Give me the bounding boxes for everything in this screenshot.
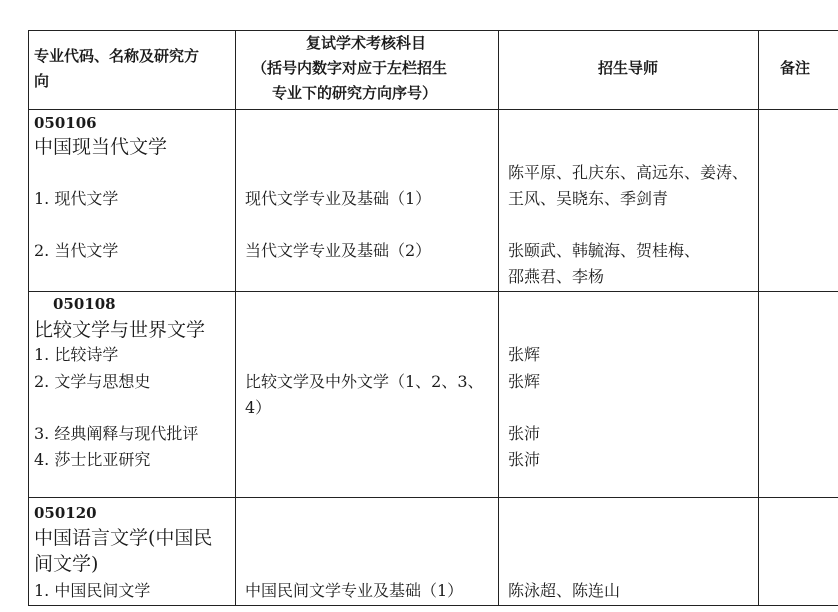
advisor-line: 张颐武、韩毓海、贺桂梅、 <box>508 241 701 260</box>
table-border-top <box>28 30 838 31</box>
table-border-bottom <box>28 605 838 606</box>
advisor-line: 张辉 <box>508 345 541 364</box>
program-name: 中国现当代文学 <box>34 136 168 158</box>
direction-item: 2. 当代文学 <box>34 241 119 260</box>
col-divider-1 <box>235 30 236 606</box>
direction-item: 4. 莎士比亚研究 <box>34 450 151 469</box>
program-name-cont: 间文学) <box>34 553 99 575</box>
direction-item: 1. 比较诗学 <box>34 345 119 364</box>
advisor-line: 王风、吴晓东、季剑青 <box>508 189 669 208</box>
header-program-line2: 向 <box>34 72 50 90</box>
header-advisors: 招生导师 <box>598 59 659 77</box>
direction-item: 1. 现代文学 <box>34 189 119 208</box>
direction-item: 1. 中国民间文学 <box>34 581 151 600</box>
program-code: 050106 <box>34 114 97 132</box>
program-name: 中国语言文学(中国民 <box>34 527 213 549</box>
col-divider-3 <box>758 30 759 606</box>
header-subject-line2: （括号内数字对应于左栏招生 <box>252 59 448 77</box>
row-divider-2 <box>28 497 838 498</box>
exam-subject: 4） <box>245 398 272 417</box>
advisor-line: 陈泳超、陈连山 <box>508 581 621 600</box>
exam-subject: 当代文学专业及基础（2） <box>245 241 432 260</box>
advisor-line: 邵燕君、李杨 <box>508 267 605 286</box>
exam-subject: 比较文学及中外文学（1、2、3、 <box>245 372 484 391</box>
exam-subject: 中国民间文学专业及基础（1） <box>245 581 464 600</box>
direction-item: 3. 经典阐释与现代批评 <box>34 424 199 443</box>
advisor-line: 陈平原、孔庆东、高远东、姜涛、 <box>508 163 749 182</box>
header-remarks: 备注 <box>780 59 811 77</box>
program-code: 050120 <box>34 504 97 522</box>
program-code: 050108 <box>53 295 116 313</box>
header-subject-line3: 专业下的研究方向序号） <box>272 84 438 102</box>
advisor-line: 张辉 <box>508 372 541 391</box>
program-name: 比较文学与世界文学 <box>34 319 206 341</box>
direction-item: 2. 文学与思想史 <box>34 372 151 391</box>
row-divider-1 <box>28 291 838 292</box>
col-divider-2 <box>498 30 499 606</box>
table-border-left <box>28 30 29 606</box>
header-subject-line1: 复试学术考核科目 <box>306 34 427 52</box>
header-divider <box>28 109 838 110</box>
advisor-line: 张沛 <box>508 424 541 443</box>
header-program-line1: 专业代码、名称及研究方 <box>34 47 200 65</box>
advisor-line: 张沛 <box>508 450 541 469</box>
exam-subject: 现代文学专业及基础（1） <box>245 189 432 208</box>
